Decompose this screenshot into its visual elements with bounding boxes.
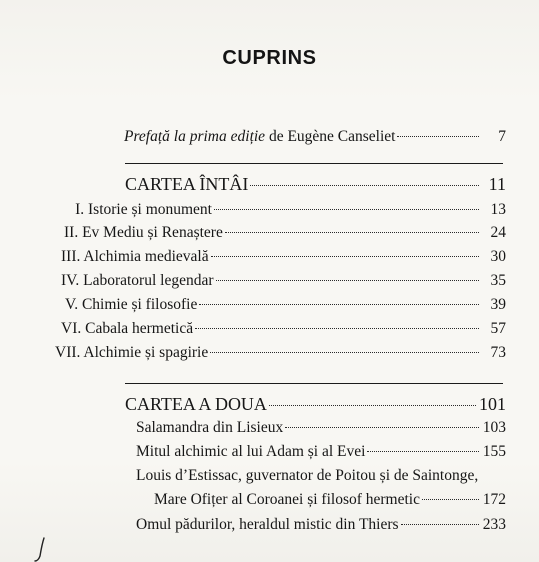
chapter-label: I. Istorie și monument	[75, 201, 212, 218]
toc-entry-chapter[interactable]	[61, 319, 506, 339]
chapter-label: VII. Alchimie și spagirie	[55, 344, 209, 361]
toc-entry-label	[124, 127, 395, 147]
page-number: 103	[482, 419, 506, 436]
page-number: 39	[490, 296, 506, 313]
page-number: 24	[490, 224, 506, 241]
page-number: 11	[488, 174, 506, 194]
toc-entry-chapter[interactable]	[136, 418, 506, 438]
toc-entry-book2[interactable]	[125, 394, 506, 414]
dot-leader	[397, 136, 479, 137]
toc-entry-chapter[interactable]	[154, 490, 506, 510]
toc-entry-chapter[interactable]	[136, 515, 506, 535]
page-number: 30	[490, 248, 506, 265]
toc-entry-chapter[interactable]	[61, 247, 506, 267]
toc-entry-chapter[interactable]	[65, 295, 506, 315]
page-number: 73	[490, 344, 506, 361]
page-number: 155	[482, 443, 506, 460]
toc-entry-preface[interactable]	[124, 127, 506, 147]
toc-entry-chapter[interactable]	[64, 223, 506, 243]
page-number: 172	[482, 491, 506, 508]
dot-leader	[367, 451, 479, 452]
dot-leader	[422, 499, 479, 500]
page-number: 233	[482, 516, 506, 533]
section-divider	[125, 163, 503, 164]
page-number: 35	[490, 272, 506, 289]
pen-mark-icon	[28, 536, 58, 562]
chapter-label: Salamandra din Lisieux	[136, 419, 284, 436]
dot-leader	[285, 427, 479, 428]
page-title: CUPRINS	[222, 47, 317, 69]
dot-leader	[225, 232, 479, 233]
chapter-label: V. Chimie și filosofie	[65, 296, 198, 313]
dot-leader	[214, 209, 479, 210]
dot-leader	[216, 280, 479, 281]
dot-leader	[195, 328, 479, 329]
chapter-label: Mare Ofițer al Coroanei și filosof hermetic	[154, 491, 420, 508]
page-number: 13	[490, 201, 506, 218]
toc-entry-chapter[interactable]	[72, 200, 506, 220]
chapter-label: Omul pădurilor, heraldul mistic din Thiers	[136, 516, 399, 533]
dot-leader	[269, 405, 476, 406]
chapter-label: III. Alchimia medievală	[61, 248, 209, 265]
dot-leader	[199, 304, 479, 305]
chapter-label-line1: Louis d’Estissac, guvernator de Poitou și de Saintonge,	[136, 467, 479, 484]
toc-entry-chapter[interactable]	[55, 343, 506, 363]
bleed-through-text	[0, 4, 539, 20]
book-heading: CARTEA ÎNTÂI	[125, 174, 249, 194]
dot-leader	[211, 256, 479, 257]
section-divider	[125, 383, 503, 384]
page-number: 7	[498, 128, 506, 145]
chapter-label: II. Ev Mediu și Renaștere	[64, 224, 223, 241]
toc-entry-chapter[interactable]	[61, 271, 506, 291]
book-heading: CARTEA A DOUA	[125, 394, 267, 414]
chapter-label: Mitul alchimic al lui Adam și al Evei	[136, 443, 366, 460]
preface-author: de Eugène Canseliet	[265, 128, 396, 145]
chapter-label: VI. Cabala hermetică	[61, 320, 194, 337]
toc-entry-chapter[interactable]	[136, 442, 506, 462]
preface-italic-title: Prefață la prima ediție	[124, 128, 266, 145]
dot-leader	[210, 352, 479, 353]
dot-leader	[401, 524, 479, 525]
toc-entry-book1[interactable]	[125, 174, 506, 194]
chapter-label: IV. Laboratorul legendar	[61, 272, 214, 289]
dot-leader	[250, 185, 479, 186]
page-number: 101	[479, 394, 506, 414]
page-number: 57	[490, 320, 506, 337]
